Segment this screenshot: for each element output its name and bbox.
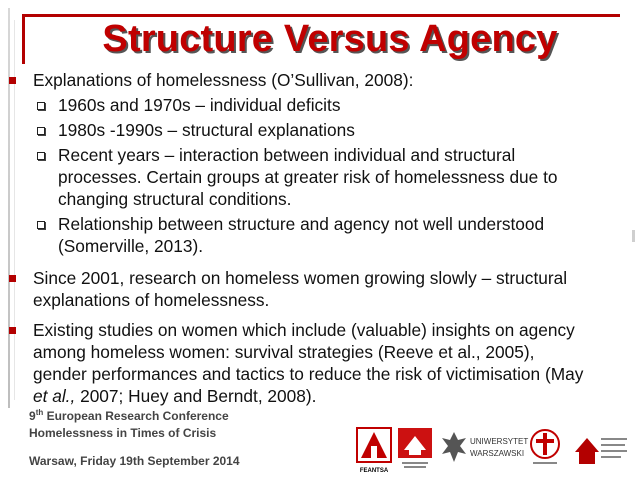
feantsa-logo-icon	[357, 428, 391, 474]
partner-building-icon	[571, 428, 629, 470]
observatory-logo	[398, 428, 432, 468]
hollow-bullet-icon	[37, 127, 45, 135]
hollow-bullet-icon	[37, 102, 45, 110]
square-bullet-icon	[9, 275, 16, 282]
sub-bullet-text: Recent years – interaction between individual and structural	[58, 145, 516, 165]
sub-bullet-text: 1980s -1990s – structural explanations	[58, 120, 355, 140]
title-left-line	[22, 14, 25, 64]
square-bullet-icon	[9, 77, 16, 84]
bullet-text: among homeless women: survival strategies (Reeve et al., 2005),	[33, 342, 535, 362]
left-decorative-rule	[8, 8, 10, 408]
feantsa-logo	[357, 428, 391, 474]
university-logo	[440, 428, 529, 468]
sub-bullet-text: Relationship between structure and agency not well understood	[58, 214, 545, 234]
hollow-bullet-icon	[37, 221, 45, 229]
sub-bullet-text: (Somerville, 2013).	[58, 236, 204, 256]
conference-number: 9	[29, 409, 36, 423]
university-wordmark-2: WARSZAWSKI	[470, 449, 525, 458]
bullet-text: explanations of homelessness.	[33, 290, 270, 310]
title-bar	[22, 14, 620, 66]
scroll-indicator[interactable]	[632, 230, 635, 242]
conference-subtitle: Homelessness in Times of Crisis	[29, 426, 217, 440]
sub-bullet-text: changing structural conditions.	[58, 189, 292, 209]
conference-title	[29, 408, 229, 423]
conference-name: European Research Conference	[43, 409, 229, 423]
bullet-text: Since 2001, research on homeless women growing slowly – structural	[33, 268, 568, 288]
citation-rest: 2007; Huey and Berndt, 2008).	[75, 386, 317, 406]
sub-bullet-text: 1960s and 1970s – individual deficits	[58, 95, 341, 115]
feantsa-wordmark: FEANTSA	[359, 468, 389, 474]
title-top-line	[22, 14, 620, 17]
slide-title: Structure Versus Agency	[102, 18, 558, 60]
eagle-crest-icon	[440, 428, 529, 468]
bullet-text: Existing studies on women which include (valuable) insights on agency	[33, 320, 575, 340]
cross-emblem-icon	[527, 428, 563, 468]
observatory-logo-icon	[398, 428, 432, 474]
caritas-logo	[527, 428, 563, 468]
italic-citation: et al.,	[33, 386, 76, 406]
bullet-text-last-line	[33, 385, 625, 407]
sub-bullet-text: processes. Certain groups at greater risk of homelessness due to	[58, 167, 558, 187]
partner-logo	[571, 428, 629, 468]
conference-date: Warsaw, Friday 19th September 2014	[29, 454, 240, 468]
bullet-text: Explanations of homelessness (O’Sullivan, 2008):	[33, 70, 414, 90]
university-wordmark: UNIWERSYTET	[470, 437, 529, 446]
hollow-bullet-icon	[37, 152, 45, 160]
conference-superscript: th	[35, 408, 44, 417]
bullet-text: gender performances and tactics to reduce the risk of victimisation (May	[33, 364, 584, 384]
square-bullet-icon	[9, 327, 16, 334]
